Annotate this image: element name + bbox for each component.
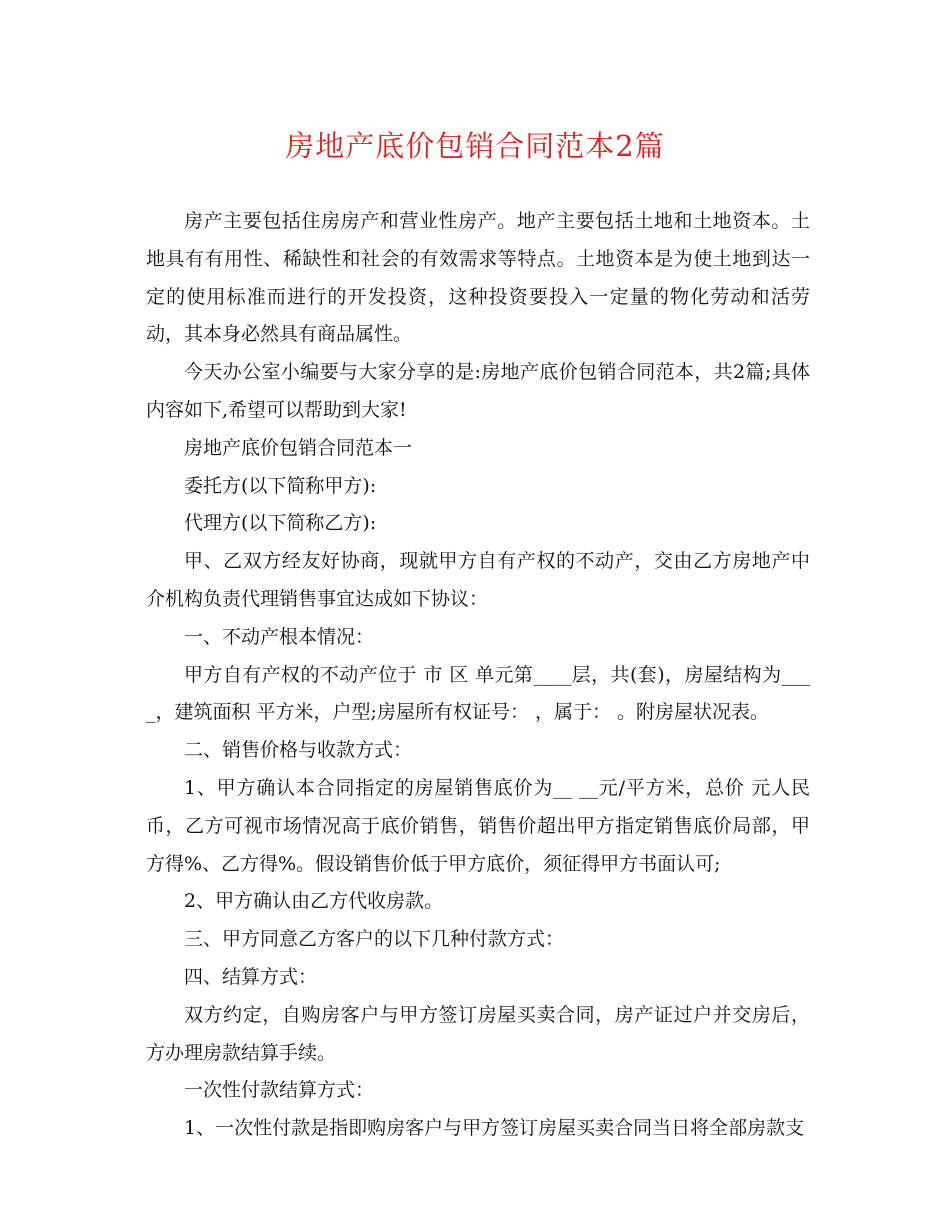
paragraph-share: 今天办公室小编要与大家分享的是:房地产底价包销合同范本，共2篇;具体内容如下,希望可以帮助到大家! [146,361,810,421]
paragraph-property-details: 甲方自有产权的不动产位于 市 区 单元第____层，共(套)，房屋结构为____，建筑面积 平方米，户型;房屋所有权证号： ，属于： 。附房屋状况表。 [146,663,810,724]
paragraph-contract-heading: 房地产底价包销合同范本一 [184,436,413,459]
document-body [146,203,810,1148]
paragraph-intro: 房产主要包括住房房产和营业性房产。地产主要包括土地和土地资本。土地具有有用性、稀缺性和社会的有效需求等特点。土地资本是为使土地到达一定的使用标准而进行的开发投资，这种投资要投入一定量的物化劳动和活劳动，其本身必然具有商品属性。 [146,210,810,346]
paragraph-settlement: 双方约定，自购房客户与甲方签订房屋买卖合同，房产证过户并交房后，方办理房款结算手续。 [146,1003,810,1064]
paragraph-agreement: 甲、乙双方经友好协商，现就甲方自有产权的不动产，交由乙方房地产中介机构负责代理销售事宜达成如下协议： [146,550,810,610]
paragraph-lump-sum-heading: 一次性付款结算方式： [184,1079,375,1102]
document-title: 房地产底价包销合同范本2篇 [285,129,665,163]
paragraph-party-a: 委托方(以下简称甲方): [184,474,377,497]
paragraph-section-4: 四、结算方式： [184,965,318,988]
paragraph-section-3: 三、甲方同意乙方客户的以下几种付款方式： [184,928,565,951]
paragraph-section-1: 一、不动产根本情况： [184,625,375,648]
paragraph-section-2: 二、销售价格与收款方式： [184,739,413,762]
paragraph-price-clause-2: 2、甲方确认由乙方代收房款。 [184,890,444,913]
paragraph-lump-sum-clause-1: 1、一次性付款是指即购房客户与甲方签订房屋买卖合同当日将全部房款支 [184,1117,805,1140]
paragraph-party-b: 代理方(以下简称乙方): [184,512,377,535]
paragraph-price-clause-1: 1、甲方确认本合同指定的房屋销售底价为__ __元/平方米，总价 元人民币，乙方可视市场情况高于底价销售，销售价超出甲方指定销售底价局部，甲方得%、乙方得%。假设销售价低于甲方底价，须征得甲方书面认可; [146,776,810,875]
